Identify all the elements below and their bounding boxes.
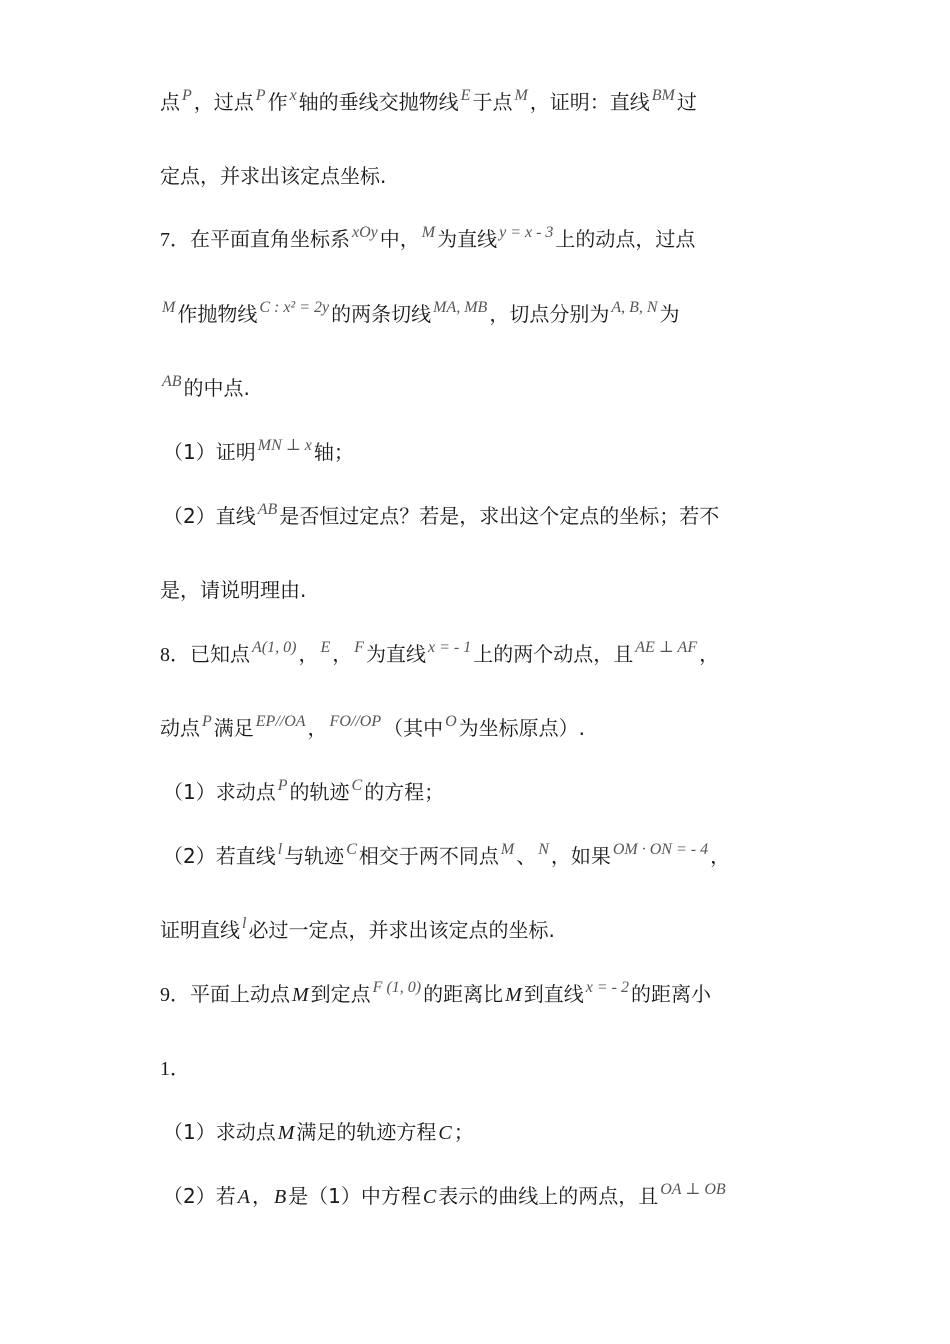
text-run: 的方程； — [364, 780, 445, 804]
text-run: ，过点 — [193, 90, 254, 114]
text-run: 上的动点，过点 — [555, 227, 696, 251]
math-expression: C — [346, 841, 357, 858]
text-run: ， — [298, 642, 319, 666]
problem-number: 1． — [160, 1058, 190, 1080]
text-line-2 — [160, 162, 386, 190]
problem-8-line-1 — [160, 640, 719, 671]
math-expression: C : x² = 2y — [259, 299, 330, 316]
math-expression: FO//OP — [329, 713, 382, 730]
text-run: （2）若 — [163, 1184, 236, 1208]
text-run: 为 — [659, 302, 680, 326]
math-expression: MA, MB — [433, 299, 488, 316]
problem-7-line-1 — [160, 225, 695, 256]
problem-7-part-2-cont — [160, 576, 306, 604]
math-expression: M — [292, 984, 309, 1006]
text-run: 为坐标原点）. — [458, 716, 586, 740]
text-run: ，证明：直线 — [529, 90, 650, 114]
text-run: 的轨迹 — [289, 780, 350, 804]
text-run: （其中 — [383, 716, 444, 740]
text-run: ．在平面直角坐标系 — [170, 227, 350, 251]
problem-9-line-2 — [160, 1054, 190, 1083]
math-expression: AE ⊥ AF — [635, 639, 698, 656]
problem-9-part-2 — [163, 1182, 728, 1213]
text-run: 上的两个动点，且 — [473, 642, 634, 666]
text-run: 相交于两不同点 — [358, 844, 499, 868]
math-expression: N — [538, 841, 549, 858]
math-expression: M — [514, 87, 528, 104]
text-line-1 — [160, 88, 697, 119]
text-run: （2）直线 — [163, 504, 256, 528]
math-expression: OM · ON = - 4 — [612, 841, 709, 858]
math-expression: P — [277, 777, 288, 794]
math-expression: A, B, N — [611, 299, 658, 316]
text-run: 表示的曲线上的两点，且 — [438, 1184, 659, 1208]
problem-7-part-1 — [163, 438, 354, 469]
math-expression: BM — [651, 87, 675, 104]
problem-9-line-1 — [160, 980, 711, 1011]
problem-number: 7 — [160, 229, 170, 251]
problem-7-part-2 — [163, 502, 719, 533]
text-run: 是，请说明理由. — [160, 578, 307, 602]
text-run: （1）证明 — [163, 440, 256, 464]
problem-8-part-1 — [163, 778, 444, 809]
math-expression: M — [277, 1122, 295, 1144]
math-expression: F — [354, 639, 364, 656]
text-run: 的距离小 — [631, 982, 712, 1006]
text-run: 轴； — [313, 440, 354, 464]
text-run: 作抛物线 — [177, 302, 258, 326]
text-run: ； — [453, 1120, 474, 1144]
math-expression: M — [505, 984, 522, 1006]
text-run: 过 — [676, 90, 697, 114]
text-run: 是否恒过定点？若是，求出这个定点的坐标；若不 — [279, 504, 720, 528]
text-run: 必过一定点，并求出该定点的坐标. — [248, 918, 555, 942]
math-expression: x = - 2 — [585, 979, 630, 996]
text-run: ， — [332, 642, 353, 666]
problem-8-part-2-cont — [160, 916, 555, 947]
text-run: 满足的轨迹方程 — [296, 1120, 437, 1144]
math-expression: OA ⊥ OB — [660, 1181, 726, 1198]
math-expression: E — [320, 639, 331, 656]
text-run: ， — [699, 642, 720, 666]
text-run: ，切点分别为 — [489, 302, 610, 326]
math-expression: C — [422, 1186, 437, 1208]
text-run: ，如果 — [550, 844, 611, 868]
problem-number: 9 — [160, 984, 170, 1006]
text-run: 的中点. — [183, 376, 250, 400]
math-expression: P — [255, 87, 266, 104]
math-expression: EP//OA — [255, 713, 306, 730]
math-expression: F (1, 0) — [372, 979, 422, 996]
text-run: 、 — [516, 844, 537, 868]
problem-9-part-1 — [163, 1118, 474, 1147]
text-run: 定点，并求出该定点坐标. — [160, 164, 387, 188]
problem-7-line-3 — [160, 374, 250, 405]
math-expression: xOy — [352, 224, 378, 241]
text-run: ．已知点 — [170, 642, 250, 666]
text-run: ， — [307, 716, 328, 740]
text-run: 作 — [267, 90, 288, 114]
math-expression: C — [438, 1122, 452, 1144]
text-run: 点 — [160, 90, 180, 114]
math-expression: x — [289, 87, 297, 104]
math-expression: M — [421, 224, 436, 241]
math-expression: O — [445, 713, 457, 730]
text-run: ．平面上动点 — [170, 982, 290, 1006]
text-run: （1）求动点 — [163, 1120, 276, 1144]
math-expression: B — [273, 1186, 287, 1208]
text-run: 是（1）中方程 — [288, 1184, 421, 1208]
text-run: 为直线 — [437, 227, 498, 251]
math-expression: C — [351, 777, 363, 794]
text-run: 到定点 — [310, 982, 371, 1006]
text-run: 于点 — [472, 90, 513, 114]
math-expression: l — [242, 915, 247, 932]
text-run: 的两条切线 — [331, 302, 432, 326]
text-run: ， — [251, 1184, 272, 1208]
math-expression: x = - 1 — [428, 639, 472, 656]
math-expression: P — [202, 713, 212, 730]
text-run: 轴的垂线交抛物线 — [298, 90, 459, 114]
math-expression: A — [237, 1186, 250, 1208]
text-run: （2）若直线 — [163, 844, 276, 868]
math-expression: AB — [257, 501, 278, 518]
text-run: 的距离比 — [423, 982, 504, 1006]
math-expression: MN ⊥ x — [257, 437, 312, 454]
math-expression: AB — [162, 373, 182, 390]
math-expression: l — [277, 841, 283, 858]
math-expression: E — [460, 87, 471, 104]
problem-number: 8 — [160, 644, 170, 666]
text-run: 动点 — [160, 716, 200, 740]
text-run: 中， — [379, 227, 420, 251]
problem-7-line-2 — [160, 300, 680, 331]
text-run: 为直线 — [366, 642, 426, 666]
text-run: 与轨迹 — [284, 844, 345, 868]
problem-8-part-2 — [163, 842, 730, 873]
math-expression: M — [500, 841, 515, 858]
text-run: （1）求动点 — [163, 780, 276, 804]
text-run: 到直线 — [523, 982, 584, 1006]
math-expression: P — [182, 87, 192, 104]
problem-8-line-2 — [160, 714, 585, 745]
math-expression: M — [162, 299, 176, 316]
text-run: 证明直线 — [160, 918, 240, 942]
text-run: 满足 — [213, 716, 254, 740]
text-run: ， — [710, 844, 731, 868]
math-expression: A(1, 0) — [252, 639, 297, 656]
math-expression: y = x - 3 — [499, 224, 554, 241]
